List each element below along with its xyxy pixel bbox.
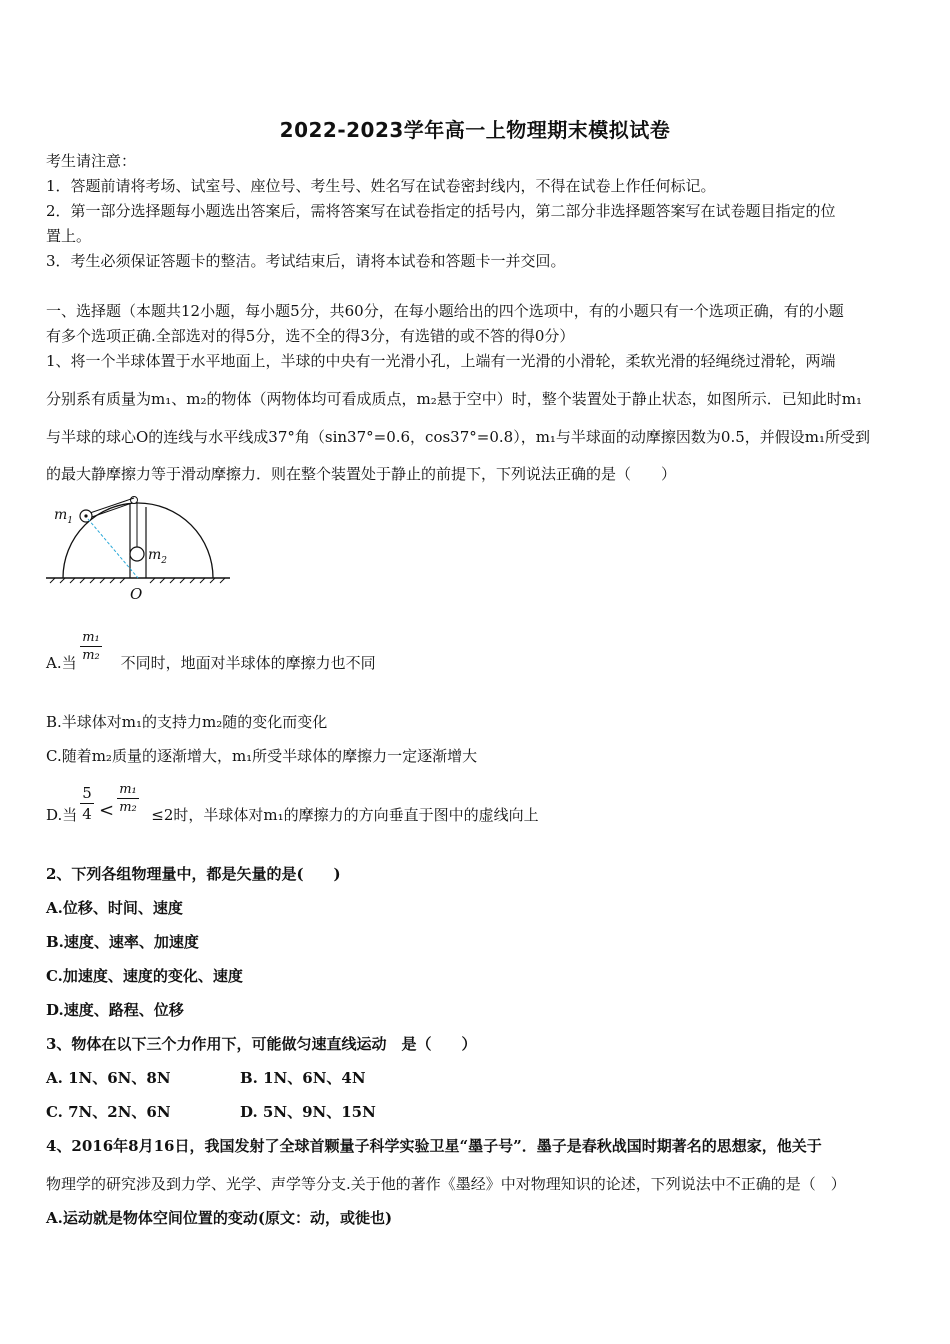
fraction-bar bbox=[80, 803, 94, 804]
q1-stem: 的最大静摩擦力等于滑动摩擦力．则在整个装置处于静止的前提下，下列说法正确的是（ ） bbox=[46, 465, 677, 483]
q1-stem: 与半球的球心O的连线与水平线成37°角（sin37°=0.6，cos37°=0.8），m₁与半球面的动摩擦因数为0.5，并假设m₁所受到 bbox=[46, 428, 871, 446]
q1-option-a-fraction bbox=[80, 630, 102, 663]
fraction-denominator: m₂ bbox=[82, 648, 100, 663]
q2-option: A.位移、时间、速度 bbox=[46, 899, 183, 917]
fraction-numerator: 5 bbox=[82, 784, 92, 802]
q1-option-a bbox=[46, 652, 906, 674]
section-heading-cont: 有多个选项正确.全部选对的得5分，选不全的得3分，有选错的或不答的得0分） bbox=[46, 327, 575, 345]
notice-item: 2．第一部分选择题每小题选出答案后，需将答案写在试卷指定的括号内，第二部分非选择题答案写在试卷题目指定的位 bbox=[46, 202, 836, 220]
notice-item: 置上。 bbox=[46, 227, 92, 245]
notice-item: 3．考生必须保证答题卡的整洁。考试结束后，请将本试卷和答题卡一并交回。 bbox=[46, 252, 566, 270]
q3-option: D. 5N、9N、15N bbox=[240, 1103, 376, 1121]
q1-option-d-fraction-m bbox=[117, 782, 139, 815]
q3-option-row bbox=[46, 1101, 906, 1123]
fraction-denominator: 4 bbox=[82, 805, 92, 823]
fraction-denominator: m₂ bbox=[119, 800, 137, 815]
q1-stem: 分别系有质量为m₁、m₂的物体（两物体均可看成质点，m₂悬于空中）时，整个装置处于静止状态，如图所示．已知此时m₁ bbox=[46, 390, 862, 408]
figure-label-m1 bbox=[54, 507, 73, 526]
q3-stem: 3、物体在以下三个力作用下，可能做匀速直线运动 是（ ） bbox=[46, 1035, 477, 1053]
q1-stem: 1、将一个半球体置于水平地面上，半球的中央有一光滑小孔，上端有一光滑的小滑轮，柔软光滑的轻绳绕过滑轮，两端 bbox=[46, 352, 836, 370]
q2-option: B.速度、速率、加速度 bbox=[46, 933, 199, 951]
fraction-bar bbox=[117, 798, 139, 799]
notice-item: 1．答题前请将考场、试室号、座位号、考生号、姓名写在试卷密封线内，不得在试卷上作任何标记。 bbox=[46, 177, 716, 195]
q1-option-a-suffix: 不同时，地面对半球体的摩擦力也不同 bbox=[120, 654, 376, 672]
figure-label-m1-text: m bbox=[54, 507, 68, 523]
fraction-numerator: m₁ bbox=[82, 630, 100, 645]
figure-label-m2 bbox=[148, 547, 167, 566]
fraction-numerator: m₁ bbox=[119, 782, 137, 797]
q4-option-a: A.运动就是物体空间位置的变动(原文：动，或徙也) bbox=[46, 1209, 393, 1227]
q2-option: C.加速度、速度的变化、速度 bbox=[46, 967, 243, 985]
q1-option-a-prefix: A.当 bbox=[46, 654, 77, 672]
q1-option-d-suffix: ≤2时，半球体对m₁的摩擦力的方向垂直于图中的虚线向上 bbox=[151, 806, 539, 824]
q1-option-d bbox=[46, 804, 906, 826]
q3-option: C. 7N、2N、6N bbox=[46, 1103, 171, 1121]
q1-option-d-prefix: D.当 bbox=[46, 806, 78, 824]
q2-stem: 2、下列各组物理量中，都是矢量的是( ) bbox=[46, 865, 341, 883]
figure-label-m2-text: m bbox=[148, 547, 162, 563]
q4-stem: 物理学的研究涉及到力学、光学、声学等分支.关于他的著作《墨经》中对物理知识的论述，下列说法中不正确的是（ ） bbox=[46, 1175, 846, 1193]
section-heading: 一、选择题（本题共12小题，每小题5分，共60分，在每小题给出的四个选项中，有的小题只有一个选项正确，有的小题 bbox=[46, 302, 844, 320]
less-than-symbol: < bbox=[99, 800, 115, 821]
notice-heading: 考生请注意： bbox=[46, 152, 137, 170]
q1-option-c: C.随着m₂质量的逐渐增大，m₁所受半球体的摩擦力一定逐渐增大 bbox=[46, 747, 478, 765]
figure-label-m1-sub: 1 bbox=[67, 515, 74, 526]
q3-option-row bbox=[46, 1067, 906, 1089]
figure-label-m2-sub: 2 bbox=[161, 555, 168, 566]
page-title: 2022-2023学年高一上物理期末模拟试卷 bbox=[279, 118, 671, 142]
q1-option-b: B.半球体对m₁的支持力m₂随的变化而变化 bbox=[46, 713, 328, 731]
q3-option: B. 1N、6N、4N bbox=[240, 1069, 366, 1087]
q4-stem: 4、2016年8月16日，我国发射了全球首颗量子科学实验卫星“墨子号”．墨子是春秋战国时期著名的思想家，他关于 bbox=[46, 1137, 822, 1155]
figure-label-o: O bbox=[130, 585, 143, 603]
hemisphere-figure bbox=[46, 495, 236, 605]
q1-option-d-fraction-5-4 bbox=[80, 784, 94, 823]
q2-option: D.速度、路程、位移 bbox=[46, 1001, 184, 1019]
fraction-bar bbox=[80, 646, 102, 647]
q3-option: A. 1N、6N、8N bbox=[46, 1069, 171, 1087]
